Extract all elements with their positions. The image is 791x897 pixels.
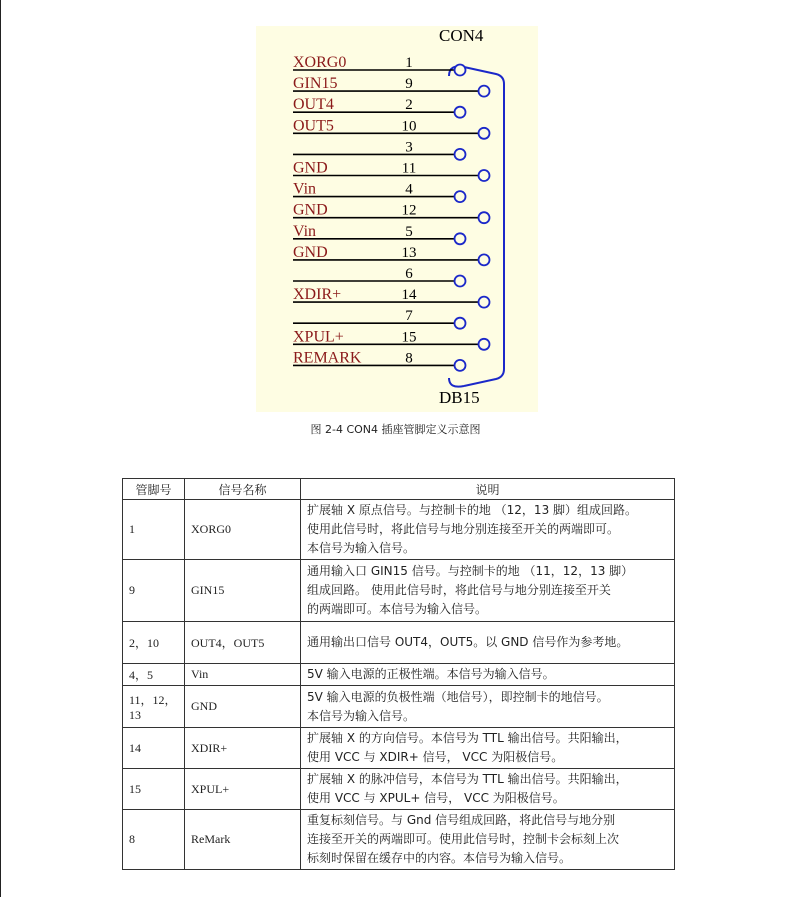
pin-signal-label: GIN15 [293,75,338,93]
signal-name-cell: GIN15 [185,560,301,622]
description-line: 扩展轴 X 的脉冲信号，本信号为 TTL 输出信号。共阳输出， [307,772,628,786]
pin-socket [455,233,466,244]
description-cell [301,728,675,769]
pin-socket [455,276,466,287]
pin-number-label: 6 [405,266,413,282]
con4-pinout-diagram [256,26,538,412]
connector-shell-bottom-curve [449,378,464,387]
pin-signal-label: REMARK [293,349,362,367]
pin-socket [455,360,466,371]
description-line: 使用此信号时，将此信号与地分别连接至开关的两端即可。 [307,522,620,536]
pin-number-label: 13 [401,244,417,261]
signal-name-cell: XPUL+ [185,769,301,810]
table-row [123,622,675,664]
pin-row [293,202,490,224]
description-line: 本信号为输入信号。 [307,708,416,723]
pin-row [293,266,466,287]
pin-number-label: 7 [405,308,413,325]
pin-number-cell: 4，5 [123,664,185,686]
table-row [123,810,675,870]
table-row [123,686,675,728]
pin-socket [455,191,466,202]
description-line: 5V 输入电源的负极性端（地信号），即控制卡的地信号。 [307,689,609,704]
pin-row [293,54,466,76]
pin-number-label: 9 [405,76,413,93]
pin-number-label: 2 [405,97,413,114]
description-cell [301,664,675,686]
pin-number-cell: 14 [123,728,185,769]
table-row [123,728,675,769]
pin-signal-label: XDIR+ [293,286,342,304]
description-cell [301,810,675,870]
pin-row [293,308,466,329]
connector-name-label: CON4 [439,26,484,45]
pin-socket [455,107,466,118]
pin-socket [479,339,490,350]
description-cell [301,500,675,560]
pin-number-label: 12 [401,202,417,219]
description-line: 重复标刻信号。与 Gnd 信号组成回路，将此信号与地分别 [307,813,616,827]
pin-number-cell: 9 [123,560,185,622]
pin-row [293,181,466,203]
pin-number-cell: 1 [123,500,185,560]
table-row [123,560,675,622]
pin-number-label: 11 [401,160,417,177]
header-signal-name: 信号名称 [185,479,301,500]
pin-socket [479,128,490,139]
description-cell [301,769,675,810]
description-cell [301,686,675,728]
pin-number-cell: 8 [123,810,185,870]
pin-row [293,286,490,308]
pin-socket [455,318,466,329]
pin-signal-label: OUT4 [293,96,334,114]
pin-signal-label: Vin [293,180,317,198]
description-line: 组成回路。 使用此信号时，将此信号与地分别连接至开关 [307,583,611,597]
pin-signal-label: XORG0 [293,54,347,71]
pin-row [293,139,466,160]
pin-number-cell: 11，12，13 [123,686,185,728]
description-line: 标刻时保留在缓存中的内容。本信号为输入信号。 [307,851,572,865]
pin-row [293,160,490,182]
table-header-row [123,479,675,500]
description-line: 扩展轴 X 的方向信号。本信号为 TTL 输出信号。共阳输出， [307,731,628,745]
connector-type-label: DB15 [439,388,480,407]
description-line: 的两端即可。本信号为输入信号。 [307,602,488,616]
pin-number-cell: 15 [123,769,185,810]
pin-number-label: 14 [401,287,417,304]
pin-number-label: 3 [405,139,413,156]
db15-connector-drawing [256,26,538,412]
signal-name-cell: OUT4，OUT5 [185,622,301,664]
pin-number-label: 10 [401,118,417,135]
description-line: 扩展轴 X 原点信号。与控制卡的地 （12，13 脚）组成回路。 [307,503,638,517]
pin-signal-label: OUT5 [293,117,334,135]
pin-row [293,349,466,371]
pin-socket [479,297,490,308]
header-description: 说明 [301,479,675,500]
pin-number-label: 15 [401,329,417,346]
description-line: 本信号为输入信号。 [307,541,416,555]
pin-socket [479,254,490,265]
description-line: 通用输入口 GIN15 信号。与控制卡的地 （11，12，13 脚） [307,564,634,578]
pin-socket [479,170,490,181]
pin-signal-label: GND [293,201,328,219]
pin-signal-label: GND [293,159,328,177]
description-line: 使用 VCC 与 XPUL+ 信号， VCC 为阳极信号。 [307,791,565,805]
pin-socket [479,212,490,223]
pin-signal-label: Vin [293,222,317,240]
description-line: 5V 输入电源的正极性端。本信号为输入信号。 [307,667,555,681]
header-pin-number: 管脚号 [123,479,185,500]
signal-name-cell: ReMark [185,810,301,870]
description-line: 通用输出口信号 OUT4，OUT5。以 GND 信号作为参考地。 [307,635,629,649]
signal-name-cell: Vin [185,664,301,686]
pin-row [293,117,490,139]
pin-signal-label: GND [293,243,328,261]
pin-number-cell: 2，10 [123,622,185,664]
page-left-border [0,0,1,897]
pin-number-label: 4 [405,181,413,198]
description-line: 使用 VCC 与 XDIR+ 信号， VCC 为阳极信号。 [307,750,564,764]
description-cell [301,622,675,664]
description-line: 连接至开关的两端即可。使用此信号时，控制卡会标刻上次 [307,832,620,846]
pin-row [293,244,490,266]
pin-number-label: 5 [405,223,413,240]
pin-row [293,75,490,97]
figure-caption: 图 2-4 CON4 插座管脚定义示意图 [310,423,481,436]
description-cell [301,560,675,622]
signal-name-cell: XDIR+ [185,728,301,769]
pin-row [293,223,466,245]
pin-row [293,96,466,118]
pin-signal-label: XPUL+ [293,328,344,346]
pin-number-label: 1 [405,55,413,71]
pin-definition-table [122,478,675,870]
signal-name-cell: GND [185,686,301,728]
signal-name-cell: XORG0 [185,500,301,560]
pin-socket [455,65,466,76]
pin-socket [479,86,490,97]
table-row [123,664,675,686]
pin-row [293,328,490,350]
pin-number-label: 8 [405,350,413,367]
table-row [123,500,675,560]
table-row [123,769,675,810]
pin-socket [455,149,466,160]
